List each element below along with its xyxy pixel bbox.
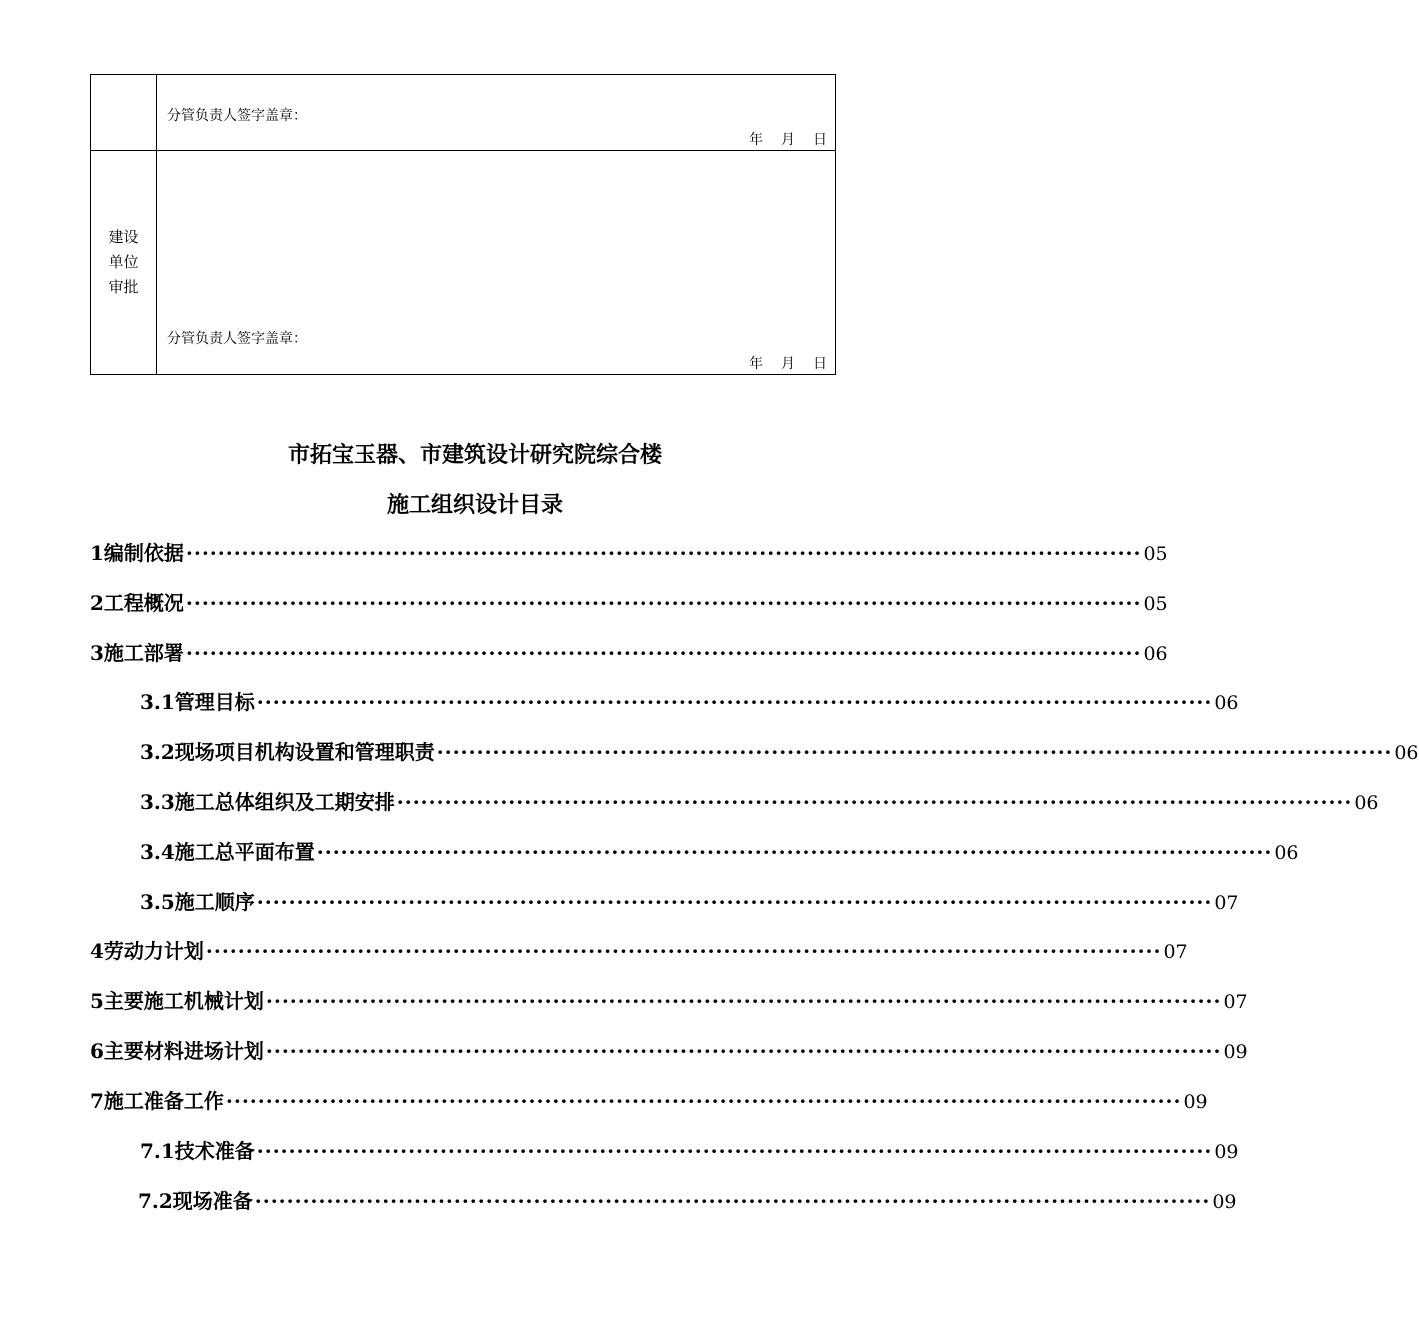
- date-year: 年: [749, 356, 763, 372]
- toc-dot-leader: ························································································································: [396, 790, 1353, 814]
- toc-dot-leader: ························································································································: [225, 1089, 1182, 1113]
- toc-entry-page: 06: [1214, 692, 1239, 714]
- toc-entry-title: 技术准备: [174, 1139, 255, 1163]
- toc-entry-number: 3.5: [140, 890, 175, 914]
- toc-dot-leader: ························································································································: [185, 541, 1142, 565]
- toc-dot-leader: ························································································································: [316, 840, 1273, 864]
- toc-entry: [90, 985, 1248, 1014]
- date-year: 年: [749, 132, 763, 148]
- toc-dot-leader: ························································································································: [185, 641, 1142, 665]
- toc-entry-number: 3.3: [140, 790, 175, 814]
- approval-row-owner: [91, 151, 836, 375]
- date-day: 日: [813, 132, 827, 148]
- toc-entry-number: 5: [90, 989, 104, 1013]
- toc-entry-number: 1: [90, 541, 104, 565]
- signature-cell: [157, 75, 836, 151]
- toc-entry: [90, 1035, 1248, 1064]
- toc-title: 施工组织设计目录: [386, 492, 563, 518]
- toc-entry-page: 07: [1223, 991, 1248, 1013]
- signature-label: 分管负责人签字盖章：: [167, 108, 307, 124]
- toc-entry-title: 劳动力计划: [103, 939, 204, 963]
- toc-entry: [140, 886, 1239, 915]
- toc-entry-number: 7: [90, 1089, 104, 1113]
- approval-row-manager: [91, 75, 836, 151]
- signature-cell: [157, 151, 836, 375]
- date-month: 月: [781, 356, 795, 372]
- toc-entry-number: 3.1: [140, 690, 175, 714]
- toc-entry-title: 主要材料进场计划: [103, 1039, 264, 1063]
- toc-entry-title: 施工顺序: [174, 890, 255, 914]
- date-line: [749, 353, 827, 373]
- toc-entry: [90, 935, 1188, 964]
- toc-entry-number: 3.2: [140, 740, 175, 764]
- toc-dot-leader: ························································································································: [256, 1139, 1213, 1163]
- toc-entry-title: 施工总平面布置: [174, 840, 315, 864]
- toc-entry-title: 管理目标: [174, 690, 255, 714]
- toc-entry-number: 3.4: [140, 840, 175, 864]
- toc-entry: [90, 587, 1168, 616]
- toc-entry-title: 施工部署: [103, 641, 184, 665]
- date-day: 日: [813, 356, 827, 372]
- row-label-cell: [91, 151, 157, 375]
- date-month: 月: [781, 132, 795, 148]
- toc-entry-number: 7.2: [138, 1189, 173, 1213]
- row-label-owner-approval: 建设 单位 审批: [108, 228, 139, 296]
- toc-entry-page: 06: [1354, 792, 1379, 814]
- toc-entry-page: 09: [1223, 1041, 1248, 1063]
- toc-entry-number: 3: [90, 641, 104, 665]
- toc-entry-page: 06: [1143, 643, 1168, 665]
- toc-entry-page: 09: [1183, 1091, 1208, 1113]
- toc-entry-number: 4: [90, 939, 104, 963]
- toc-entry-page: 07: [1214, 892, 1239, 914]
- toc-entry-title: 现场准备: [172, 1189, 253, 1213]
- toc-dot-leader: ························································································································: [256, 690, 1213, 714]
- toc-entry-page: 09: [1214, 1141, 1239, 1163]
- toc-dot-leader: ························································································································: [436, 740, 1393, 764]
- toc-entry-page: 07: [1163, 941, 1188, 963]
- toc-entry: [90, 537, 1168, 566]
- toc-dot-leader: ························································································································: [254, 1189, 1211, 1213]
- toc-dot-leader: ························································································································: [265, 989, 1222, 1013]
- toc-entry-page: 09: [1212, 1191, 1237, 1213]
- toc-dot-leader: ························································································································: [205, 939, 1162, 963]
- toc-entry-number: 6: [90, 1039, 104, 1063]
- toc-entry: [140, 836, 1299, 865]
- row-label-cell: [91, 75, 157, 151]
- date-line: [749, 129, 827, 149]
- toc-entry-title: 施工总体组织及工期安排: [174, 790, 395, 814]
- toc-entry-title: 工程概况: [103, 591, 184, 615]
- toc-entry-page: 06: [1394, 742, 1419, 764]
- toc-entry: [140, 736, 1419, 765]
- toc-entry-page: 05: [1143, 543, 1168, 565]
- toc-entry: [140, 786, 1379, 815]
- toc-entry-title: 现场项目机构设置和管理职责: [174, 740, 435, 764]
- approval-table: [90, 74, 836, 375]
- document-title: 市拓宝玉器、市建筑设计研究院综合楼: [287, 442, 662, 468]
- toc-entry-number: 7.1: [140, 1139, 175, 1163]
- toc-entry: [140, 1135, 1239, 1164]
- toc-entry-title: 编制依据: [103, 541, 184, 565]
- toc-entry: [90, 637, 1168, 666]
- toc-dot-leader: ························································································································: [185, 591, 1142, 615]
- toc-entry-page: 05: [1143, 593, 1168, 615]
- toc-dot-leader: ························································································································: [265, 1039, 1222, 1063]
- toc-entry-page: 06: [1274, 842, 1299, 864]
- toc-entry-number: 2: [90, 591, 104, 615]
- toc-entry: [138, 1185, 1237, 1214]
- toc-dot-leader: ························································································································: [256, 890, 1213, 914]
- toc-entry: [90, 1085, 1208, 1114]
- toc-entry-title: 施工准备工作: [103, 1089, 224, 1113]
- signature-label: 分管负责人签字盖章：: [167, 331, 307, 347]
- toc-entry-title: 主要施工机械计划: [103, 989, 264, 1013]
- toc-entry: [140, 686, 1239, 715]
